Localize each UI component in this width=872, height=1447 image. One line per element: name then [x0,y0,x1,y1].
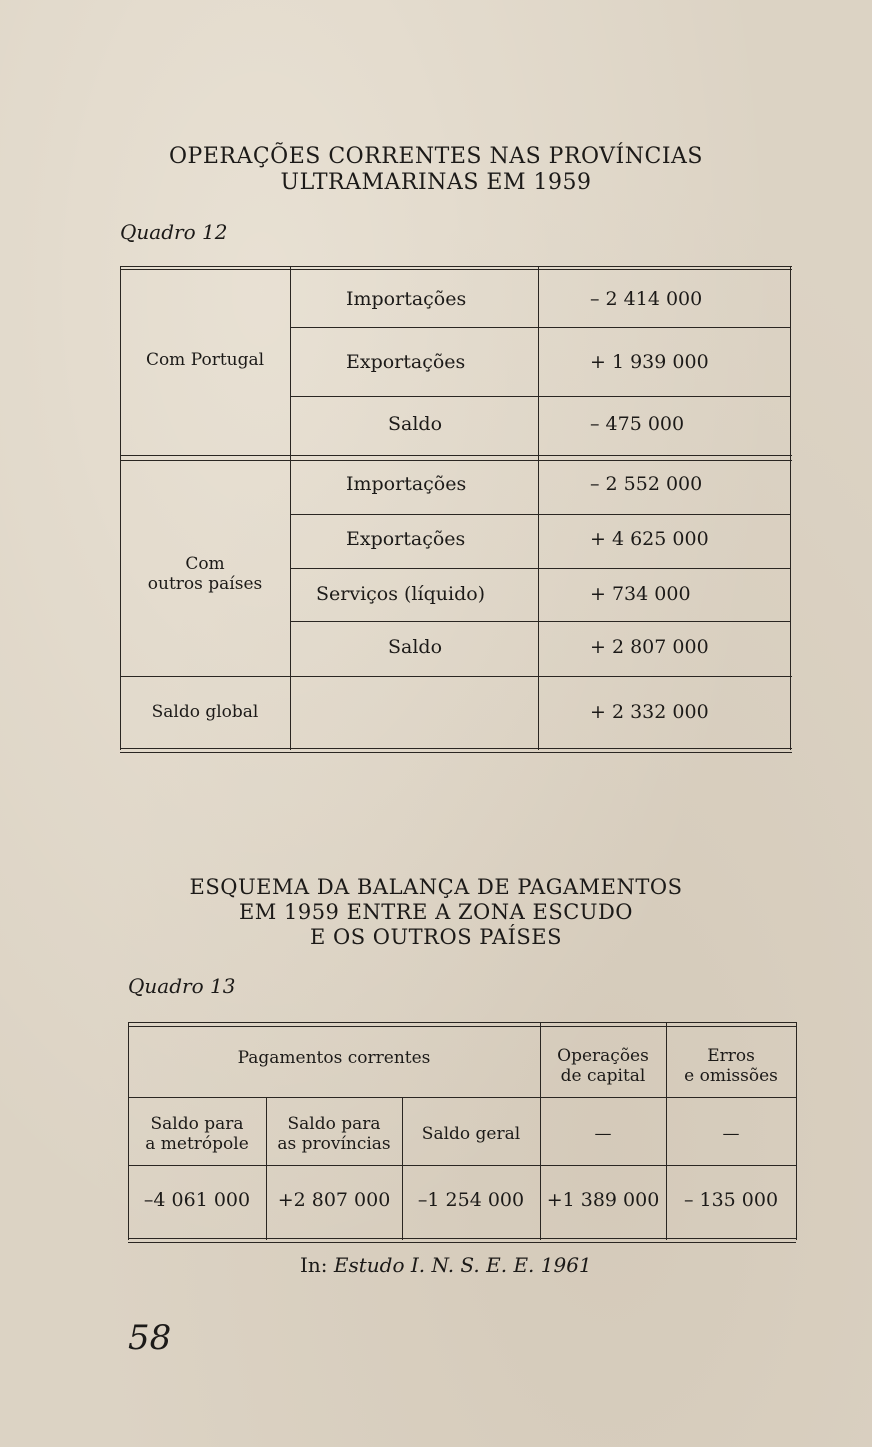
table2-header-rule [128,1097,796,1098]
row-value: – 2 552 000 [590,473,703,495]
table2-top-rule-inner [128,1026,796,1027]
group-separator [120,455,792,456]
saldo-global-value: + 2 332 000 [590,701,709,723]
row-item-saldo: Saldo [388,636,443,658]
header-erros-omissoes [668,1044,794,1088]
row-value: + 2 807 000 [590,636,709,658]
saldo-global-label: Saldo global [151,702,259,722]
row-value: + 4 625 000 [590,528,709,550]
row-item-importacoes: Importações [346,473,467,495]
value-saldo-metropole: –4 061 000 [143,1189,251,1211]
row-item-exportacoes: Exportações [346,351,466,373]
row-item-exportacoes: Exportações [346,528,466,550]
subheader-provincias-line1: Saldo para [287,1114,381,1134]
quadro-12-label: Quadro 12 [120,220,228,244]
group-label-line1: Com [185,554,225,574]
row-item-importacoes: Importações [346,288,467,310]
table1-bottom-rule-inner [120,752,792,753]
table2-left-border [128,1022,129,1240]
table2-top-rule [128,1022,796,1023]
value-saldo-provincias: +2 807 000 [277,1189,391,1211]
table1-right-border [790,266,791,750]
header-operacoes-capital [542,1044,664,1088]
subheader-dash: — [722,1124,740,1144]
row-line [290,396,790,397]
row-line [290,327,790,328]
row-value: – 475 000 [590,413,685,435]
table2-title-line3: E OS OUTROS PAÍSES [309,925,563,949]
subheader-metropole-line2: a metrópole [145,1134,249,1154]
source-citation [300,1253,592,1277]
header-erros-line1: Erros [707,1046,755,1066]
table1-title-line2: ULTRAMARINAS EM 1959 [280,170,592,195]
group-label-outros-paises [122,552,288,596]
header-operacoes-line1: Operações [557,1046,649,1066]
table2-bottom-rule [128,1238,796,1239]
group-label-com-portugal: Com Portugal [145,350,265,370]
row-value: – 2 414 000 [590,288,703,310]
row-line [290,514,790,515]
table1-col-divider-1 [290,266,291,750]
row-line [290,621,790,622]
group-label-line2: outros países [147,574,263,594]
table1-title-line1: OPERAÇÕES CORRENTES NAS PROVÍNCIAS [169,144,703,169]
row-item-servicos: Serviços (líquido) [316,583,486,605]
table1-top-rule [120,266,792,267]
table2-col-divider [266,1097,267,1240]
global-separator [120,676,792,677]
row-line [290,568,790,569]
header-pagamentos-correntes: Pagamentos correntes [237,1048,431,1068]
row-value: + 734 000 [590,583,691,605]
value-operacoes-capital: +1 389 000 [546,1189,660,1211]
source-prefix: In: [300,1253,334,1277]
table1-col-divider-2 [538,266,539,750]
table2-right-border [796,1022,797,1240]
subheader-provincias-line2: as províncias [277,1134,391,1154]
subheader-saldo-metropole [130,1112,264,1156]
subheader-dash: — [594,1124,612,1144]
subheader-saldo-provincias [268,1112,400,1156]
table2-col-divider [402,1097,403,1240]
table2-title-line2: EM 1959 ENTRE A ZONA ESCUDO [238,900,634,924]
row-value: + 1 939 000 [590,351,709,373]
table2-subheader-rule [128,1165,796,1166]
source-reference: Estudo I. N. S. E. E. 1961 [333,1253,592,1277]
table2-bottom-rule-inner [128,1242,796,1243]
header-erros-line2: e omissões [684,1066,778,1086]
table2-col-divider [540,1022,541,1240]
header-operacoes-line2: de capital [560,1066,646,1086]
group-separator [120,460,792,461]
subheader-metropole-line1: Saldo para [150,1114,244,1134]
subheader-saldo-geral: Saldo geral [421,1124,521,1144]
table1-left-border [120,266,121,750]
quadro-13-label: Quadro 13 [128,974,236,998]
value-saldo-geral: –1 254 000 [417,1189,525,1211]
page-number: 58 [128,1318,172,1358]
table2-title-line1: ESQUEMA DA BALANÇA DE PAGAMENTOS [189,875,683,899]
row-item-saldo: Saldo [388,413,443,435]
table1-bottom-rule [120,748,792,749]
table1-top-rule-inner [120,269,792,270]
table2-col-divider [666,1022,667,1240]
value-erros-omissoes: – 135 000 [683,1189,779,1211]
